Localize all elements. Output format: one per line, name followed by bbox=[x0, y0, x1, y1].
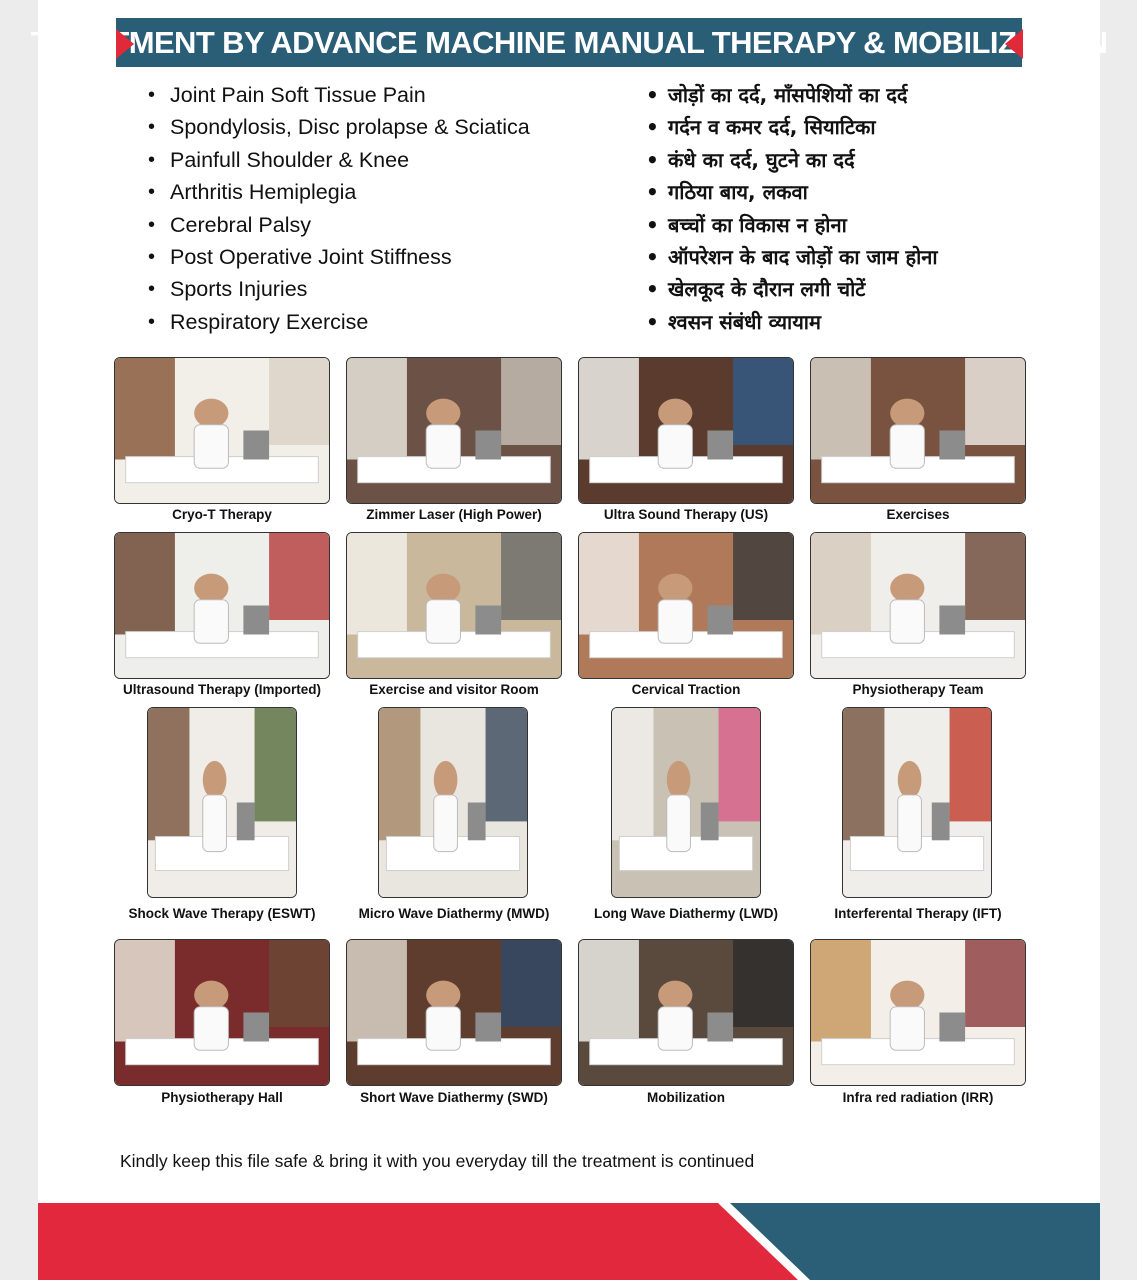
photo-shape bbox=[426, 981, 460, 1010]
photo-shape bbox=[379, 708, 420, 840]
conditions-list-english bbox=[148, 80, 530, 339]
photo-shape bbox=[243, 431, 269, 460]
photo-shape bbox=[890, 600, 924, 644]
photo-caption: Physiotherapy Hall bbox=[161, 1090, 283, 1105]
photo-shape bbox=[890, 574, 924, 603]
photo-shape bbox=[733, 533, 793, 620]
photo-shape bbox=[667, 795, 691, 852]
list-item: • Spondylosis, Disc prolapse & Sciatica bbox=[148, 112, 530, 144]
photo-shape bbox=[719, 708, 760, 821]
photo-shape bbox=[950, 708, 991, 821]
list-item: • ऑपरेशन के बाद जोड़ों का जाम होना bbox=[646, 242, 938, 274]
photo-shape bbox=[707, 606, 733, 635]
photo-shape bbox=[203, 795, 227, 852]
photo-shape bbox=[658, 425, 692, 469]
treatment-photo bbox=[147, 707, 297, 898]
photo-shape bbox=[426, 574, 460, 603]
treatment-photo bbox=[810, 939, 1026, 1086]
treatment-photo bbox=[378, 707, 528, 898]
photo-shape bbox=[243, 1013, 269, 1042]
photo-shape bbox=[707, 1013, 733, 1042]
treatment-photo bbox=[346, 357, 562, 504]
photo-shape bbox=[898, 761, 922, 799]
photo-shape bbox=[658, 1007, 692, 1050]
photo-shape bbox=[475, 1013, 501, 1042]
treatment-photo bbox=[346, 532, 562, 679]
photo-image bbox=[579, 940, 793, 1085]
photo-shape bbox=[347, 533, 407, 635]
photo-shape bbox=[486, 708, 527, 821]
photo-shape bbox=[965, 358, 1025, 445]
page-sheet bbox=[30, 0, 1108, 1280]
photo-caption: Shock Wave Therapy (ESWT) bbox=[128, 906, 316, 921]
photo-image bbox=[347, 358, 561, 503]
photo-shape bbox=[939, 1013, 965, 1042]
photo-shape bbox=[612, 708, 653, 840]
photo-shape bbox=[194, 425, 228, 469]
page-title: TREATMENT BY ADVANCE MACHINE MANUAL THERAPY & MOBILIZATION bbox=[30, 24, 1108, 60]
photo-shape bbox=[194, 981, 228, 1010]
photo-shape bbox=[115, 940, 175, 1042]
photo-shape bbox=[932, 803, 950, 841]
photo-shape bbox=[148, 708, 189, 840]
treatment-photo bbox=[578, 357, 794, 504]
title-banner bbox=[30, 18, 1108, 67]
photo-shape bbox=[434, 795, 458, 852]
photo-shape bbox=[426, 399, 460, 428]
photo-caption: Ultrasound Therapy (Imported) bbox=[122, 682, 321, 697]
photo-shape bbox=[255, 708, 296, 821]
photo-shape bbox=[501, 533, 561, 620]
photo-caption: Zimmer Laser (High Power) bbox=[366, 507, 542, 522]
photo-shape bbox=[426, 1007, 460, 1050]
photo-shape bbox=[501, 940, 561, 1027]
photo-shape bbox=[701, 803, 719, 841]
photo-image bbox=[579, 533, 793, 678]
photo-shape bbox=[939, 431, 965, 460]
photo-caption: Interferental Therapy (IFT) bbox=[834, 906, 1002, 921]
photo-shape bbox=[269, 533, 329, 620]
photo-shape bbox=[890, 1007, 924, 1050]
photo-shape bbox=[579, 358, 639, 460]
list-item: • श्वसन संबंधी व्यायाम bbox=[646, 307, 938, 339]
photo-shape bbox=[347, 358, 407, 460]
photo-shape bbox=[658, 981, 692, 1010]
list-item: • Sports Injuries bbox=[148, 274, 530, 306]
photo-shape bbox=[434, 761, 458, 799]
banner-arrow-right-icon bbox=[1005, 29, 1023, 59]
photo-shape bbox=[890, 425, 924, 469]
photo-shape bbox=[468, 803, 486, 841]
photo-shape bbox=[667, 761, 691, 799]
photo-image bbox=[579, 358, 793, 503]
photo-shape bbox=[347, 940, 407, 1042]
treatment-photo bbox=[842, 707, 992, 898]
list-item: • Painfull Shoulder & Knee bbox=[148, 145, 530, 177]
photo-caption: Physiotherapy Team bbox=[852, 682, 984, 697]
photo-caption: Exercises bbox=[886, 507, 950, 522]
treatment-photo bbox=[611, 707, 761, 898]
list-item: • बच्चों का विकास न होना bbox=[646, 210, 938, 242]
photo-image bbox=[379, 708, 527, 897]
photo-shape bbox=[733, 358, 793, 445]
photo-shape bbox=[658, 600, 692, 644]
photo-shape bbox=[115, 358, 175, 460]
photo-shape bbox=[115, 533, 175, 635]
treatment-photo bbox=[346, 939, 562, 1086]
photo-caption: Long Wave Diathermy (LWD) bbox=[593, 906, 778, 921]
photo-shape bbox=[579, 940, 639, 1042]
photo-shape bbox=[733, 940, 793, 1027]
photo-shape bbox=[579, 533, 639, 635]
photo-shape bbox=[890, 399, 924, 428]
photo-image bbox=[115, 533, 329, 678]
list-item: • Respiratory Exercise bbox=[148, 307, 530, 339]
photo-shape bbox=[811, 358, 871, 460]
photo-shape bbox=[243, 606, 269, 635]
photo-shape bbox=[475, 606, 501, 635]
treatment-photo bbox=[114, 532, 330, 679]
photo-shape bbox=[707, 431, 733, 460]
list-item: • खेलकूद के दौरान लगी चोटें bbox=[646, 274, 938, 306]
list-item: • गठिया बाय, लकवा bbox=[646, 177, 938, 209]
list-item: • कंधे का दर्द, घुटने का दर्द bbox=[646, 145, 938, 177]
treatment-photo bbox=[114, 939, 330, 1086]
photo-shape bbox=[203, 761, 227, 799]
photo-image bbox=[347, 940, 561, 1085]
photo-image bbox=[612, 708, 760, 897]
banner-arrow-left-icon bbox=[116, 29, 134, 59]
photo-shape bbox=[194, 600, 228, 644]
photo-shape bbox=[269, 940, 329, 1027]
photo-shape bbox=[843, 708, 884, 840]
photo-shape bbox=[426, 425, 460, 469]
list-item: • जोड़ों का दर्द, माँसपेशियों का दर्द bbox=[646, 80, 938, 112]
photo-shape bbox=[811, 940, 871, 1042]
photo-shape bbox=[269, 358, 329, 445]
treatment-photo bbox=[114, 357, 330, 504]
photo-shape bbox=[194, 574, 228, 603]
photo-caption: Infra red radiation (IRR) bbox=[842, 1090, 994, 1105]
photo-image bbox=[811, 940, 1025, 1085]
photo-shape bbox=[890, 981, 924, 1010]
photo-caption: Cervical Traction bbox=[631, 682, 741, 697]
footer-note: Kindly keep this file safe & bring it with you everyday till the treatment is continued bbox=[120, 1151, 755, 1171]
photo-caption: Micro Wave Diathermy (MWD) bbox=[358, 906, 550, 921]
photo-image bbox=[115, 940, 329, 1085]
photo-caption: Short Wave Diathermy (SWD) bbox=[360, 1090, 548, 1105]
photo-image bbox=[811, 358, 1025, 503]
treatment-photo bbox=[810, 532, 1026, 679]
list-item: • गर्दन व कमर दर्द, सियाटिका bbox=[646, 112, 938, 144]
list-item: • Cerebral Palsy bbox=[148, 210, 530, 242]
photo-shape bbox=[194, 1007, 228, 1050]
photo-shape bbox=[898, 795, 922, 852]
photo-shape bbox=[426, 600, 460, 644]
list-item: • Post Operative Joint Stiffness bbox=[148, 242, 530, 274]
photo-image bbox=[115, 358, 329, 503]
list-item: • Arthritis Hemiplegia bbox=[148, 177, 530, 209]
photo-caption: Ultra Sound Therapy (US) bbox=[603, 507, 769, 522]
treatment-photo bbox=[578, 532, 794, 679]
photo-shape bbox=[237, 803, 255, 841]
photo-image bbox=[347, 533, 561, 678]
treatment-photo bbox=[578, 939, 794, 1086]
conditions-list-hindi bbox=[646, 80, 938, 339]
photo-caption: Cryo-T Therapy bbox=[172, 507, 272, 522]
photo-shape bbox=[194, 399, 228, 428]
photo-shape bbox=[939, 606, 965, 635]
photo-shape bbox=[658, 399, 692, 428]
photo-shape bbox=[501, 358, 561, 445]
photo-shape bbox=[965, 533, 1025, 620]
photo-caption: Exercise and visitor Room bbox=[369, 682, 539, 697]
photo-shape bbox=[658, 574, 692, 603]
photo-caption: Mobilization bbox=[647, 1090, 725, 1105]
photo-image bbox=[811, 533, 1025, 678]
list-item: • Joint Pain Soft Tissue Pain bbox=[148, 80, 530, 112]
treatment-photo bbox=[810, 357, 1026, 504]
photo-shape bbox=[811, 533, 871, 635]
photo-image bbox=[843, 708, 991, 897]
photo-shape bbox=[965, 940, 1025, 1027]
photo-shape bbox=[475, 431, 501, 460]
photo-image bbox=[148, 708, 296, 897]
